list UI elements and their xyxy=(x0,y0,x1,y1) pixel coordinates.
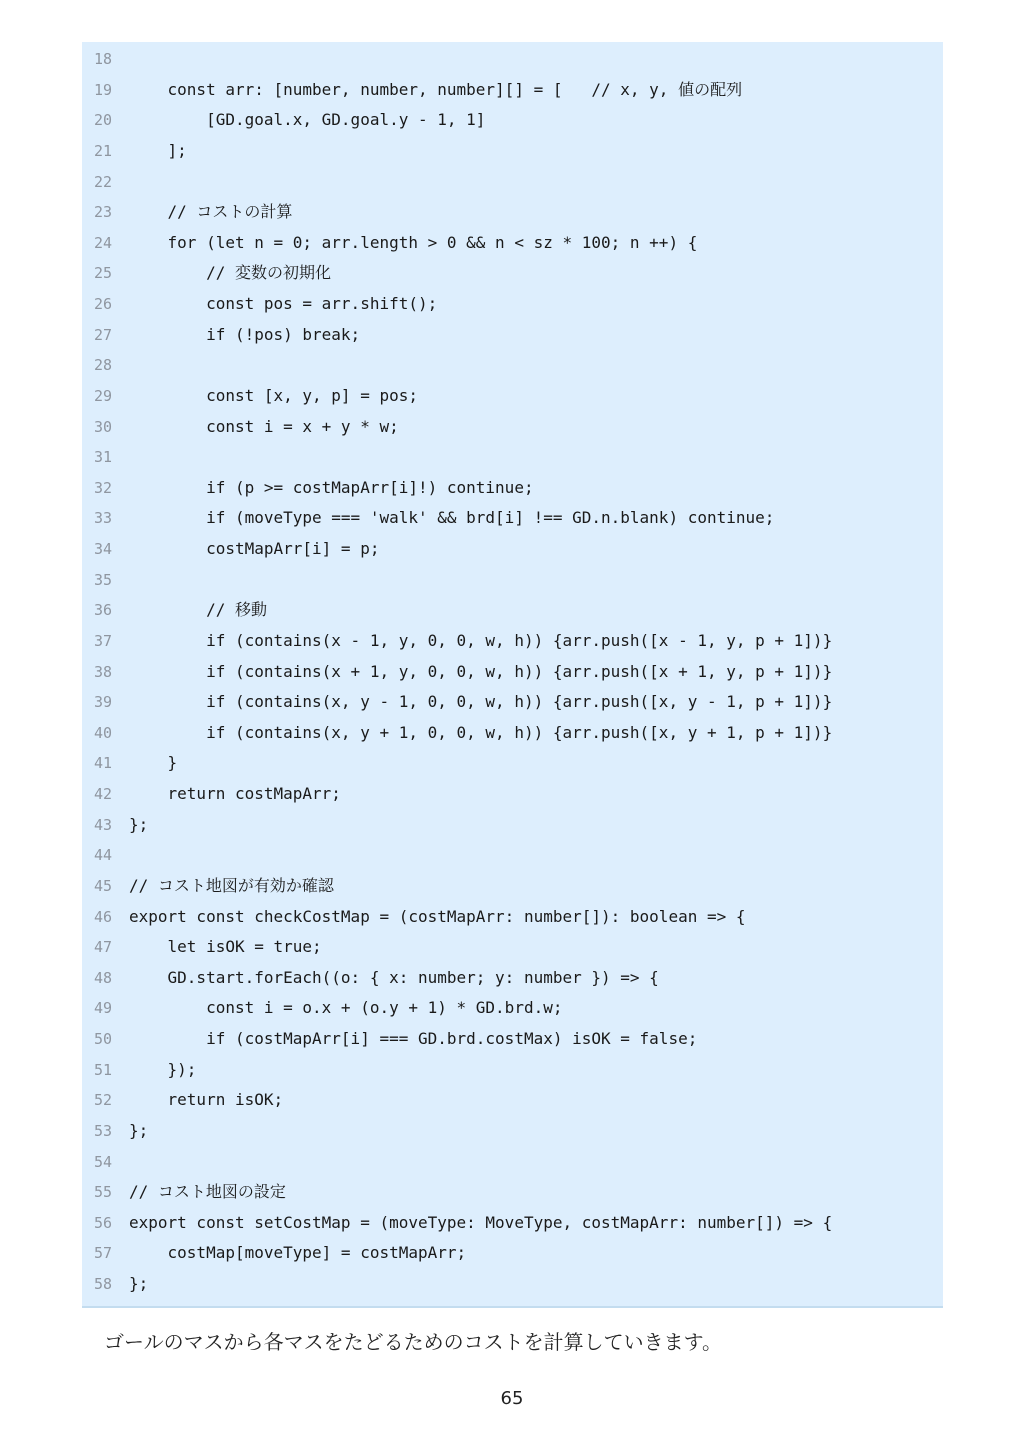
code-line xyxy=(82,779,943,810)
line-number: 20 xyxy=(93,111,112,130)
line-number: 51 xyxy=(93,1060,112,1079)
code-line xyxy=(82,565,943,596)
line-number: 22 xyxy=(93,172,112,191)
code-line xyxy=(82,197,943,228)
code-line xyxy=(82,167,943,198)
line-number: 42 xyxy=(93,785,112,803)
code-line xyxy=(82,963,943,994)
code-line xyxy=(82,626,943,657)
code-line xyxy=(82,1208,943,1239)
line-code: GD.start.forEach((o: { x: number; y: number }) => { xyxy=(129,967,659,987)
line-number: 37 xyxy=(93,631,112,650)
line-number: 34 xyxy=(93,540,112,558)
line-number: 53 xyxy=(93,1121,112,1140)
line-code: return costMapArr; xyxy=(129,784,341,803)
line-code: if (p >= costMapArr[i]!) continue; xyxy=(129,477,534,497)
code-line xyxy=(82,932,943,963)
code-line xyxy=(82,1085,943,1116)
line-number: 41 xyxy=(93,754,112,773)
line-code: const arr: [number, number, number][] = [ // x, y, 値の配列 xyxy=(129,79,743,99)
line-code: if (contains(x, y - 1, 0, 0, w, h)) {arr.push([x, y - 1, p + 1])} xyxy=(129,692,833,712)
line-number: 19 xyxy=(93,80,112,99)
line-code: // コスト地図が有効か確認 xyxy=(129,875,334,895)
code-line xyxy=(82,75,943,106)
line-code: costMap[moveType] = costMapArr; xyxy=(129,1243,467,1263)
line-number: 55 xyxy=(93,1183,112,1202)
page-number: 65 xyxy=(500,1388,524,1409)
line-code: // コスト地図の設定 xyxy=(129,1182,286,1202)
code-line xyxy=(82,595,943,626)
line-code: return isOK; xyxy=(129,1090,284,1110)
line-code: // コストの計算 xyxy=(129,202,293,222)
code-line xyxy=(82,44,943,75)
code-line xyxy=(82,748,943,779)
code-line xyxy=(82,258,943,289)
line-number: 47 xyxy=(93,938,112,957)
code-line xyxy=(82,289,943,320)
line-number: 44 xyxy=(93,846,112,865)
line-number: 33 xyxy=(93,509,112,528)
line-number: 26 xyxy=(93,295,112,313)
line-number: 27 xyxy=(93,325,112,344)
line-code: if (moveType === 'walk' && brd[i] !== GD.n.blank) continue; xyxy=(129,508,775,528)
line-number: 45 xyxy=(93,876,112,895)
line-number: 57 xyxy=(93,1244,112,1263)
line-code: if (contains(x - 1, y, 0, 0, w, h)) {arr.push([x - 1, y, p + 1])} xyxy=(129,630,833,650)
line-number: 36 xyxy=(93,601,112,620)
code-line xyxy=(82,473,943,504)
line-code: if (costMapArr[i] === GD.brd.costMax) isOK = false; xyxy=(129,1029,698,1048)
line-code: for (let n = 0; arr.length > 0 && n < sz * 100; n ++) { xyxy=(129,232,698,252)
code-line xyxy=(82,1238,943,1269)
line-code: }; xyxy=(129,1120,149,1140)
line-code: ]; xyxy=(129,140,187,160)
line-number: 29 xyxy=(93,386,112,405)
code-line xyxy=(82,657,943,688)
code-line xyxy=(82,718,943,749)
line-code: if (contains(x + 1, y, 0, 0, w, h)) {arr.push([x + 1, y, p + 1])} xyxy=(129,661,833,681)
code-line xyxy=(82,1116,943,1147)
code-line xyxy=(82,442,943,473)
line-code: }; xyxy=(129,1274,149,1293)
line-number: 32 xyxy=(93,478,112,497)
line-code: } xyxy=(129,753,178,773)
line-number: 23 xyxy=(93,203,112,222)
line-number: 46 xyxy=(93,907,112,926)
code-line xyxy=(82,687,943,718)
line-number: 43 xyxy=(93,815,112,834)
code-line xyxy=(82,840,943,871)
line-number: 31 xyxy=(93,448,112,467)
code-line xyxy=(82,871,943,902)
code-line xyxy=(82,993,943,1024)
code-line xyxy=(82,412,943,443)
line-number: 38 xyxy=(93,662,112,681)
line-number: 28 xyxy=(93,356,112,375)
line-number: 30 xyxy=(93,417,112,436)
line-code: export const checkCostMap = (costMapArr: number[]): boolean => { xyxy=(129,906,746,926)
line-code: // 変数の初期化 xyxy=(129,263,331,283)
line-number: 40 xyxy=(93,723,112,742)
line-number: 56 xyxy=(93,1213,112,1232)
line-code: costMapArr[i] = p; xyxy=(129,539,380,558)
line-number: 25 xyxy=(93,264,112,283)
code-line xyxy=(82,105,943,136)
code-line xyxy=(82,350,943,381)
line-number: 24 xyxy=(93,233,112,252)
code-line xyxy=(82,503,943,534)
code-line xyxy=(82,320,943,351)
line-code: export const setCostMap = (moveType: MoveType, costMapArr: number[]) => { xyxy=(129,1212,833,1232)
line-number: 48 xyxy=(93,968,112,987)
code-line xyxy=(82,1024,943,1055)
line-number: 18 xyxy=(93,50,112,68)
code-block xyxy=(82,42,943,1308)
line-code: // 移動 xyxy=(129,600,267,620)
line-code: }; xyxy=(129,814,149,834)
line-code: }); xyxy=(129,1059,197,1079)
code-line xyxy=(82,902,943,933)
line-number: 49 xyxy=(93,999,112,1018)
line-code: if (contains(x, y + 1, 0, 0, w, h)) {arr.push([x, y + 1, p + 1])} xyxy=(129,722,833,742)
line-code: if (!pos) break; xyxy=(129,324,361,344)
line-code: let isOK = true; xyxy=(129,937,322,957)
line-number: 54 xyxy=(93,1152,112,1171)
caption: ゴールのマスから各マスをたどるためのコストを計算していきます。 xyxy=(104,1330,722,1354)
line-code: [GD.goal.x, GD.goal.y - 1, 1] xyxy=(129,110,486,130)
code-line xyxy=(82,136,943,167)
line-code: const i = o.x + (o.y + 1) * GD.brd.w; xyxy=(129,998,563,1018)
line-code: const pos = arr.shift(); xyxy=(129,294,438,313)
code-line xyxy=(82,1177,943,1208)
line-number: 39 xyxy=(93,693,112,712)
line-code: const i = x + y * w; xyxy=(129,416,399,436)
code-line xyxy=(82,810,943,841)
line-number: 58 xyxy=(93,1275,112,1293)
code-line xyxy=(82,1147,943,1178)
line-number: 35 xyxy=(93,570,112,589)
line-number: 52 xyxy=(93,1091,112,1110)
code-line xyxy=(82,1269,943,1300)
code-line xyxy=(82,534,943,565)
line-number: 21 xyxy=(93,141,112,160)
line-code: const [x, y, p] = pos; xyxy=(129,385,418,405)
code-line xyxy=(82,381,943,412)
code-line xyxy=(82,228,943,259)
code-line xyxy=(82,1055,943,1086)
line-number: 50 xyxy=(93,1030,112,1048)
